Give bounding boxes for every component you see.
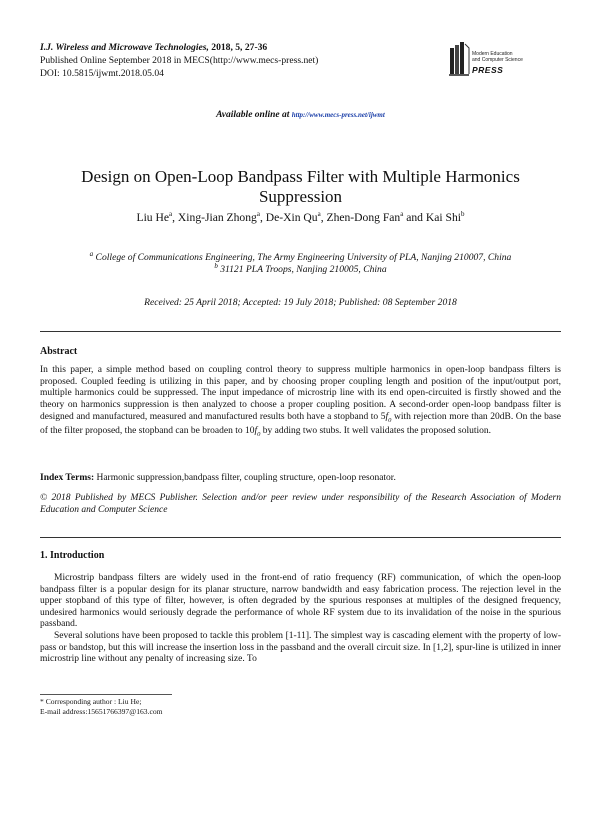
math-f: f xyxy=(254,426,258,437)
author-affil-mark: b xyxy=(461,210,465,219)
footnote-divider xyxy=(40,694,172,695)
index-terms xyxy=(40,473,561,483)
available-online xyxy=(0,110,601,120)
available-label: Available online at xyxy=(216,110,292,120)
index-terms-text: Harmonic suppression,bandpass filter, coupling structure, open-loop resonator. xyxy=(94,473,396,483)
author-name: De-Xin Qu xyxy=(265,211,318,224)
journal-url-link[interactable]: http://www.mecs-press.net/ijwmt xyxy=(291,111,385,119)
divider xyxy=(40,537,561,538)
logo-text xyxy=(472,52,562,63)
divider xyxy=(40,331,561,332)
book-logo-icon xyxy=(448,42,470,78)
math-f: f xyxy=(385,411,389,422)
journal-citation xyxy=(40,41,318,54)
footnote xyxy=(40,697,163,717)
author xyxy=(326,211,425,224)
affiliation-text: 31121 PLA Troops, Nanjing 210005, China xyxy=(217,264,387,275)
journal-year-issue: 2018, 5, 27-36 xyxy=(208,42,268,53)
author-sep: , xyxy=(259,211,266,224)
paragraph: Microstrip bandpass filters are widely used in the front-end of ratio frequency (RF) communication, of which the open-loop bandpass filter is a popular design for its planar structure, narrow bandwidth and easy fabrication process. The rejection level in the upper stopband of this type of filter, however, is often degraded by the spurious responses at multiples of the designed frequency, undesired harmonics would seriously degrade the performance of whole RF system due to its invalidation of the noise in the spurious passband. xyxy=(40,573,561,630)
author-name: Liu He xyxy=(136,211,170,224)
author xyxy=(426,211,465,224)
footnote-email: E-mail address:15651766397@163.com xyxy=(40,707,163,716)
logo-press: PRESS xyxy=(472,65,504,75)
author-sep: and xyxy=(403,211,426,224)
affiliation-mark: a xyxy=(89,249,94,258)
logo-line-1: Modern Education xyxy=(472,51,513,57)
abstract-part: In this paper, a simple method based on coupling control theory to suppress multiple harmonics in open-loop bandpass filters is proposed. Coupled feeding is utilizing in this paper, and by choosing proper coupling length and position of the input/output port, multiple harmonics could be suppressed. The input impedance of microstrip line with its end open-circuited is firstly showed and the theory on harmonics suppression is then analyzed to choose a proper coupling position. A second-order open-loop bandpass filter is designed and manufactured, measured and manufactured results both have a stopband to 5 xyxy=(40,365,561,422)
author xyxy=(136,211,177,224)
author-sep: , xyxy=(172,211,178,224)
author-name: Zhen-Dong Fan xyxy=(326,211,401,224)
author-affil-mark: a xyxy=(317,210,321,219)
affiliation-mark: b xyxy=(214,261,218,270)
index-terms-label: Index Terms: xyxy=(40,473,95,483)
section-heading: 1. Introduction xyxy=(40,550,105,561)
doi: DOI: 10.5815/ijwmt.2018.05.04 xyxy=(40,68,164,79)
author-affil-mark: a xyxy=(400,210,404,219)
author-sep: , xyxy=(320,211,327,224)
publication-line: Published Online September 2018 in MECS(http://www.mecs-press.net) xyxy=(40,55,319,66)
math-sub: 0 xyxy=(257,431,261,439)
math-sub: 0 xyxy=(388,416,392,424)
footnote-author: * Corresponding author : Liu He; xyxy=(40,697,142,706)
copyright-notice: © 2018 Published by MECS Publisher. Selection and/or peer review under responsibility of the Research Association of Modern Education and Computer Science xyxy=(40,493,561,515)
author-affil-mark: a xyxy=(256,210,260,219)
section-body xyxy=(40,573,561,666)
author-name: Xing-Jian Zhong xyxy=(177,211,257,224)
author-name: Kai Shi xyxy=(425,211,461,224)
author-affil-mark: a xyxy=(169,210,173,219)
author-list xyxy=(0,211,601,224)
abstract-part: by adding two stubs. It well validates the proposed solution. xyxy=(260,426,491,437)
affiliations xyxy=(40,249,561,276)
journal-name: I.J. Wireless and Microwave Technologies, xyxy=(40,42,209,53)
logo-line-2: and Computer Science xyxy=(472,56,523,63)
abstract-text xyxy=(40,365,561,441)
abstract-part: with rejection more than 20dB. On the base of the filter proposed, the stopband can be broaden to 10 xyxy=(40,411,561,437)
publisher-logo xyxy=(448,38,558,86)
affiliation xyxy=(40,261,561,276)
affiliation-text: College of Communications Engineering, The Army Engineering University of PLA, Nanjing 210007, China xyxy=(93,252,512,263)
journal-header xyxy=(40,41,318,80)
abstract-heading: Abstract xyxy=(40,346,78,357)
article-dates: Received: 25 April 2018; Accepted: 19 July 2018; Published: 08 September 2018 xyxy=(144,297,457,308)
paper-title: Design on Open-Loop Bandpass Filter with Multiple Harmonics Suppression xyxy=(81,167,520,206)
author xyxy=(266,211,327,224)
author xyxy=(178,211,266,224)
affiliation xyxy=(40,249,561,264)
paragraph: Several solutions have been proposed to tackle this problem [1-11]. The simplest way is cascading element with the property of low-pass or bandstop, but this will increase the insertion loss in the passband and the overall circuit size. In [1,2], spur-line is utilized in inner microstrip line without any penalty of increasing size. To xyxy=(40,630,561,665)
